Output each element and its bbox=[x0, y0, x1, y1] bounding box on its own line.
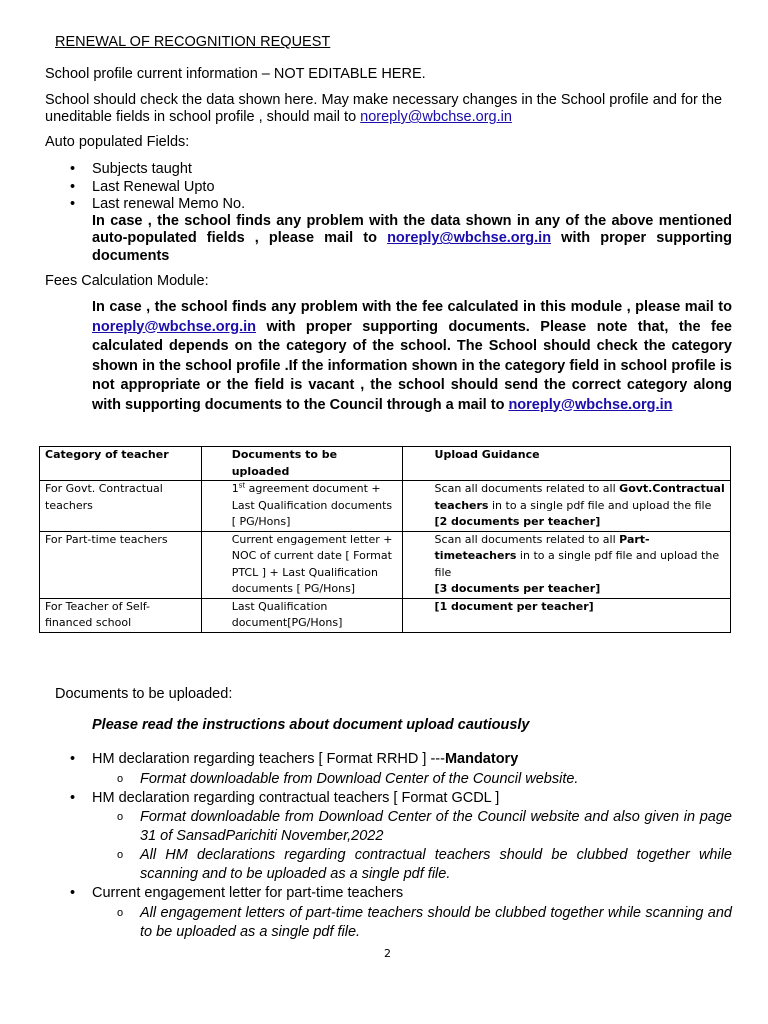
list-item bbox=[70, 884, 732, 942]
cell-text: Part-timeteachers bbox=[434, 532, 650, 562]
page-number: 2 bbox=[384, 947, 391, 960]
sub-list bbox=[92, 904, 732, 942]
table-cell: For Teacher of Self-financed school bbox=[40, 598, 202, 632]
table-cell bbox=[402, 481, 730, 532]
note-text: In case , the school finds any problem with the data shown in any of the above mentioned auto-populated fields , please mail to bbox=[92, 213, 732, 247]
list-item bbox=[70, 750, 732, 789]
email-link[interactable]: noreply@wbchse.org.in bbox=[508, 396, 673, 413]
table-cell bbox=[402, 531, 730, 598]
auto-fields-heading: Auto populated Fields: bbox=[45, 134, 190, 150]
note-text: with proper supporting documents. Please note that, the fee calculated depends on the category of the school. The School should check the category shown in the school profile .If the information shown in the category field in school profile is not appropriate or the field is vacant , the school should send the correct category along with supporting documents to the Council through a mail to bbox=[92, 318, 732, 413]
check-data-paragraph bbox=[45, 92, 735, 126]
email-link[interactable]: noreply@wbchse.org.in bbox=[92, 318, 256, 335]
teacher-documents-table bbox=[39, 446, 731, 633]
column-header: Category of teacher bbox=[40, 447, 202, 481]
table-cell: For Govt. Contractual teachers bbox=[40, 481, 202, 532]
table-row bbox=[40, 598, 731, 632]
cell-text: [3 documents per teacher] bbox=[434, 582, 601, 595]
sub-list bbox=[92, 770, 732, 789]
documents-heading: Documents to be uploaded: bbox=[55, 686, 233, 702]
cell-text: [1 document per teacher] bbox=[434, 599, 594, 613]
table-cell: Current engagement letter + NOC of current date [ Format PTCL ] + Last Qualification documents [ PG/Hons] bbox=[201, 531, 402, 598]
cell-text: agreement document + Last Qualification documents [ PG/Hons] bbox=[231, 482, 393, 528]
fees-heading: Fees Calculation Module: bbox=[45, 273, 209, 289]
table-header-row bbox=[40, 447, 731, 481]
list-item: • Subjects taught bbox=[70, 161, 245, 179]
table-cell bbox=[402, 598, 730, 632]
documents-list bbox=[70, 750, 732, 942]
upload-instruction: Please read the instructions about document upload cautiously bbox=[92, 717, 530, 733]
sub-list-item: o Format downloadable from Download Center of the Council website and also given in page 31 of SansadParichiti November,2022 bbox=[92, 808, 732, 846]
mandatory-label: Mandatory bbox=[444, 751, 519, 767]
column-header: Upload Guidance bbox=[402, 447, 730, 481]
cell-text: [2 documents per teacher] bbox=[434, 515, 601, 528]
cell-text: in to a single pdf file and upload the file bbox=[434, 549, 720, 579]
fees-note bbox=[92, 298, 732, 415]
table-row bbox=[40, 481, 731, 532]
auto-fields-problem-note bbox=[92, 213, 732, 265]
note-text: In case , the school finds any problem with the fee calculated in this module , please mail to bbox=[92, 299, 732, 315]
cell-text: Scan all documents related to all bbox=[434, 482, 620, 495]
table-cell: Last Qualification document[PG/Hons] bbox=[201, 598, 402, 632]
cell-text: st bbox=[238, 481, 246, 490]
auto-fields-list bbox=[70, 161, 245, 214]
list-item-text: Current engagement letter for part-time teachers bbox=[92, 885, 404, 901]
check-data-text: School should check the data shown here. May make necessary changes in the School profile and for the uneditable fields in school profile , should mail to bbox=[45, 92, 723, 125]
list-item-text: HM declaration regarding teachers [ Format RRHD ] --- bbox=[92, 751, 445, 767]
list-item bbox=[70, 789, 732, 885]
cell-text: Govt.Contractual teachers bbox=[434, 482, 725, 512]
profile-info-text: School profile current information – NOT EDITABLE HERE. bbox=[45, 66, 426, 82]
note-text: with proper supporting documents bbox=[92, 230, 732, 264]
email-link[interactable]: noreply@wbchse.org.in bbox=[387, 230, 552, 247]
cell-text: 1 bbox=[231, 482, 239, 495]
list-item-text: HM declaration regarding contractual teachers [ Format GCDL ] bbox=[92, 789, 500, 806]
table-row bbox=[40, 531, 731, 598]
sub-list-item: o All engagement letters of part-time teachers should be clubbed together while scanning and to be uploaded as a single pdf file. bbox=[92, 904, 732, 942]
cell-text: in to a single pdf file and upload the file bbox=[488, 498, 712, 512]
cell-text: Scan all documents related to all bbox=[434, 532, 620, 546]
email-link[interactable]: noreply@wbchse.org.in bbox=[360, 109, 512, 125]
page-title: RENEWAL OF RECOGNITION REQUEST bbox=[55, 34, 331, 50]
sub-list-item: o All HM declarations regarding contractual teachers should be clubbed together while scanning and to be uploaded as a single pdf file. bbox=[92, 846, 732, 884]
column-header: Documents to be uploaded bbox=[201, 447, 402, 481]
sub-list bbox=[92, 808, 732, 884]
table-cell bbox=[201, 481, 402, 532]
sub-list-item: o Format downloadable from Download Center of the Council website. bbox=[92, 770, 732, 789]
list-item: • Last Renewal Upto bbox=[70, 179, 245, 197]
list-item: • Last renewal Memo No. bbox=[70, 196, 245, 214]
table-cell: For Part-time teachers bbox=[40, 531, 202, 598]
